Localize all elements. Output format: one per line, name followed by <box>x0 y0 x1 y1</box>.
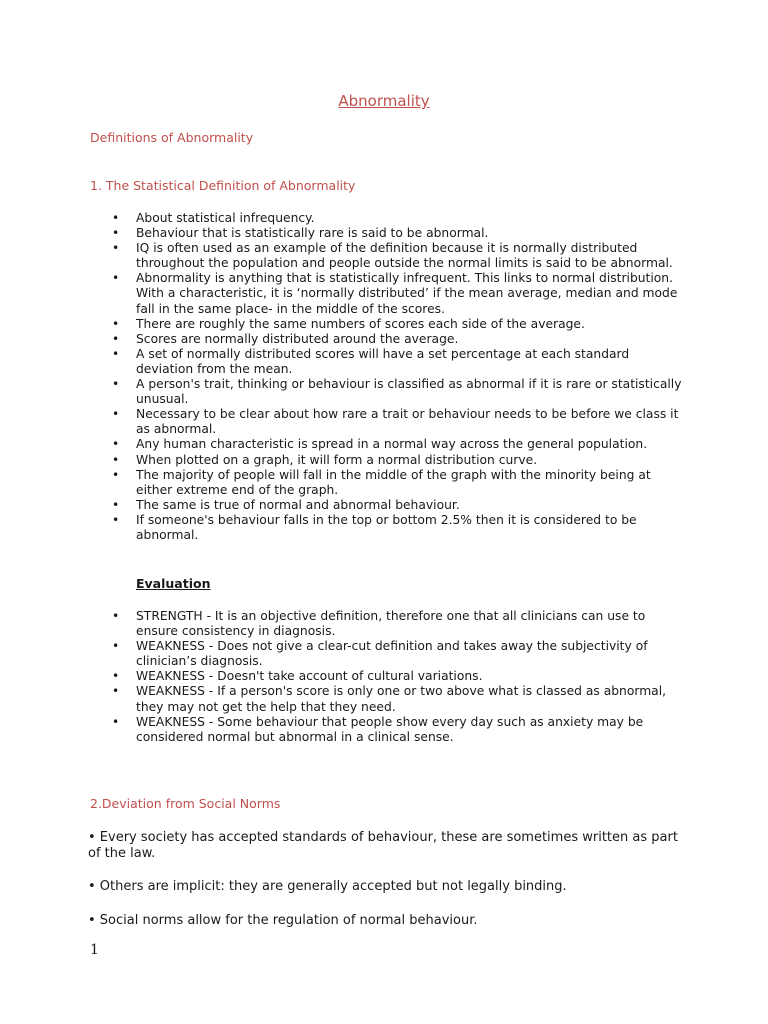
subtitle: Definitions of Abnormality <box>90 130 254 145</box>
list-item: • WEAKNESS - Does not give a clear-cut definition and takes away the subjectivity of clinician’s diagnosis. <box>90 639 690 669</box>
list-item: • If someone's behaviour falls in the top or bottom 2.5% then it is considered to be abnormal. <box>90 513 690 543</box>
statistical-definition-list <box>90 211 690 543</box>
list-item: • Abnormality is anything that is statistically infrequent. This links to normal distribution. With a characteristic, it is ‘normally distributed’ if the mean average, median and mode fall in the same place- in the middle of the scores. <box>90 271 690 316</box>
list-item: • IQ is often used as an example of the definition because it is normally distributed throughout the population and people outside the normal limits is said to be abnormal. <box>90 241 690 271</box>
page-number: 1 <box>90 942 99 958</box>
list-item: • STRENGTH - It is an objective definition, therefore one that all clinicians can use to ensure consistency in diagnosis. <box>90 609 690 639</box>
list-item: • Any human characteristic is spread in a normal way across the general population. <box>90 437 690 452</box>
document-title: Abnormality <box>338 92 430 110</box>
list-item: • WEAKNESS - Doesn't take account of cultural variations. <box>90 669 690 684</box>
list-item: • The same is true of normal and abnormal behaviour. <box>90 498 690 513</box>
list-item: • WEAKNESS - Some behaviour that people show every day such as anxiety may be considered normal but abnormal in a clinical sense. <box>90 715 690 745</box>
paragraph: • Others are implicit: they are generally accepted but not legally binding. <box>88 879 567 894</box>
section2-heading: 2.Deviation from Social Norms <box>90 796 281 811</box>
paragraph: • Social norms allow for the regulation of normal behaviour. <box>88 913 478 928</box>
section1-heading: 1. The Statistical Definition of Abnormality <box>90 178 356 193</box>
list-item: • A set of normally distributed scores will have a set percentage at each standard deviation from the mean. <box>90 347 690 377</box>
evaluation-list <box>90 609 690 745</box>
list-item: • Behaviour that is statistically rare is said to be abnormal. <box>90 226 690 241</box>
list-item: • There are roughly the same numbers of scores each side of the average. <box>90 317 690 332</box>
evaluation-heading: Evaluation <box>136 576 211 591</box>
list-item: • Necessary to be clear about how rare a trait or behaviour needs to be before we class it as abnormal. <box>90 407 690 437</box>
list-item: • WEAKNESS - If a person's score is only one or two above what is classed as abnormal, they may not get the help that they need. <box>90 684 690 714</box>
list-item: • A person's trait, thinking or behaviour is classified as abnormal if it is rare or statistically unusual. <box>90 377 690 407</box>
list-item: • Scores are normally distributed around the average. <box>90 332 690 347</box>
list-item: • When plotted on a graph, it will form a normal distribution curve. <box>90 453 690 468</box>
list-item: • About statistical infrequency. <box>90 211 690 226</box>
list-item: • The majority of people will fall in the middle of the graph with the minority being at either extreme end of the graph. <box>90 468 690 498</box>
paragraph: • Every society has accepted standards of behaviour, these are sometimes written as part of the law. <box>88 830 678 861</box>
